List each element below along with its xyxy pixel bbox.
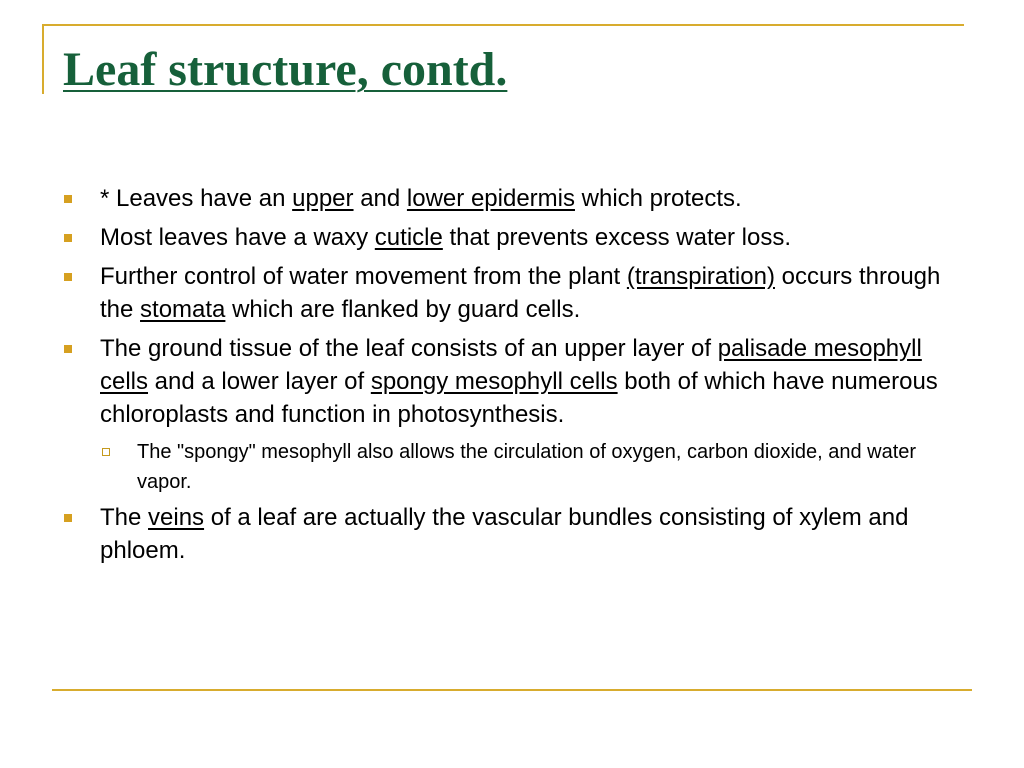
sub-bullet-text: The "spongy" mesophyll also allows the circulation of oxygen, carbon dioxide, and water vapor. <box>137 441 917 493</box>
square-bullet-icon <box>64 345 72 353</box>
underlined-term: spongy mesophyll cells <box>370 368 618 395</box>
frame-top-rule <box>42 24 964 26</box>
bullet-item <box>0 332 1024 431</box>
bullet-text: Further control of water movement from the plant (transpiration) occurs through the stomata which are flanked by guard cells. <box>100 263 941 323</box>
bullet-text: * Leaves have an upper and lower epidermis which protects. <box>100 185 742 212</box>
slide-title: Leaf structure, contd. <box>63 43 508 96</box>
frame-left-rule <box>42 24 44 94</box>
bullet-item <box>0 501 1024 567</box>
hollow-square-bullet-icon <box>102 448 110 456</box>
underlined-term: upper <box>292 185 354 212</box>
bullet-text: The veins of a leaf are actually the vascular bundles consisting of xylem and phloem. <box>100 504 909 564</box>
underlined-term: lower epidermis <box>406 185 575 212</box>
underlined-term: veins <box>148 504 205 531</box>
bullet-text: Most leaves have a waxy cuticle that prevents excess water loss. <box>100 224 791 251</box>
frame-bottom-rule <box>52 689 972 691</box>
underlined-term: cuticle <box>374 224 443 251</box>
bullet-item <box>0 182 1024 215</box>
bullet-item <box>0 221 1024 254</box>
square-bullet-icon <box>64 195 72 203</box>
bullet-list <box>0 182 1024 573</box>
underlined-term: stomata <box>140 296 226 323</box>
underlined-term: (transpiration) <box>626 263 775 290</box>
square-bullet-icon <box>64 234 72 242</box>
sub-bullet-item <box>0 437 1024 497</box>
square-bullet-icon <box>64 514 72 522</box>
square-bullet-icon <box>64 273 72 281</box>
bullet-text: The ground tissue of the leaf consists of an upper layer of palisade mesophyll cells and a lower layer of spongy mesophyll cells both of which have numerous chloroplasts and function in photosynthesis. <box>100 335 938 428</box>
bullet-item <box>0 260 1024 326</box>
underlined-term: palisade mesophyll cells <box>100 335 922 395</box>
